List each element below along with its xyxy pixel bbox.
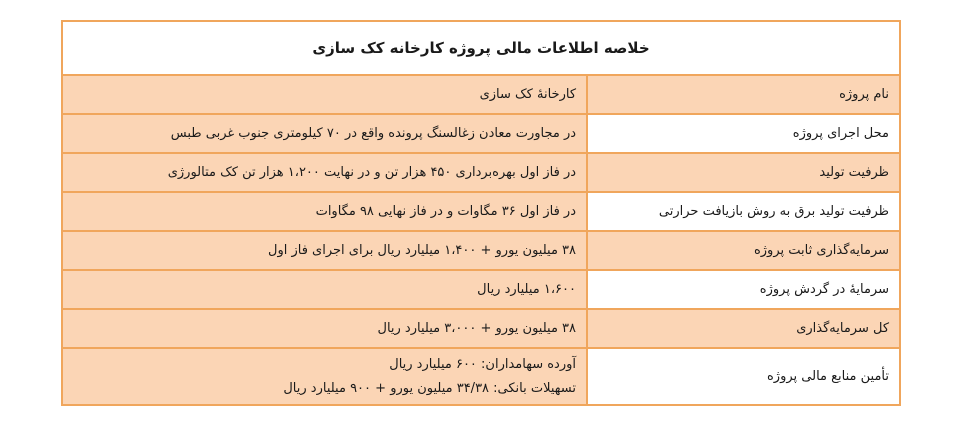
table-row	[62, 270, 900, 309]
row-value: کارخانهٔ کک سازی	[62, 75, 587, 114]
financial-summary-table-wrapper	[61, 20, 899, 406]
table-row	[62, 114, 900, 153]
table-row	[62, 192, 900, 231]
financial-summary-table	[61, 20, 901, 406]
row-value: ۳۸ میلیون یورو + ۱،۴۰۰ میلیارد ریال برای اجرای فاز اول	[62, 231, 587, 270]
row-value: در مجاورت معادن زغالسنگ پرونده واقع در ۷۰ کیلومتری جنوب غربی طبس	[62, 114, 587, 153]
row-value	[62, 348, 587, 405]
table-row	[62, 348, 900, 405]
row-value: ۱،۶۰۰ میلیارد ریال	[62, 270, 587, 309]
table-row	[62, 309, 900, 348]
row-label: ظرفیت تولید	[587, 153, 900, 192]
table-row	[62, 75, 900, 114]
row-value: ۳۸ میلیون یورو + ۳،۰۰۰ میلیارد ریال	[62, 309, 587, 348]
row-label: محل اجرای پروژه	[587, 114, 900, 153]
row-label: نام پروژه	[587, 75, 900, 114]
value-line-shareholders: آورده سهامداران: ۶۰۰ میلیارد ریال	[389, 356, 577, 372]
row-label: تأمین منابع مالی پروژه	[587, 348, 900, 405]
row-label: ظرفیت تولید برق به روش بازیافت حرارتی	[587, 192, 900, 231]
row-value: در فاز اول بهره‌برداری ۴۵۰ هزار تن و در نهایت ۱،۲۰۰ هزار تن کک متالورژی	[62, 153, 587, 192]
row-label: سرمایه‌گذاری ثابت پروژه	[587, 231, 900, 270]
row-label: کل سرمایه‌گذاری	[587, 309, 900, 348]
value-line-bank-facilities: تسهیلات بانکی: ۳۴/۳۸ میلیون یورو + ۹۰۰ میلیارد ریال	[283, 380, 577, 396]
table-title: خلاصه اطلاعات مالی پروژه کارخانه کک سازی	[62, 21, 900, 75]
table-title-row	[62, 21, 900, 75]
table-row	[62, 231, 900, 270]
table-row	[62, 153, 900, 192]
row-value: در فاز اول ۳۶ مگاوات و در فاز نهایی ۹۸ مگاوات	[62, 192, 587, 231]
row-label: سرمایهٔ در گردش پروژه	[587, 270, 900, 309]
